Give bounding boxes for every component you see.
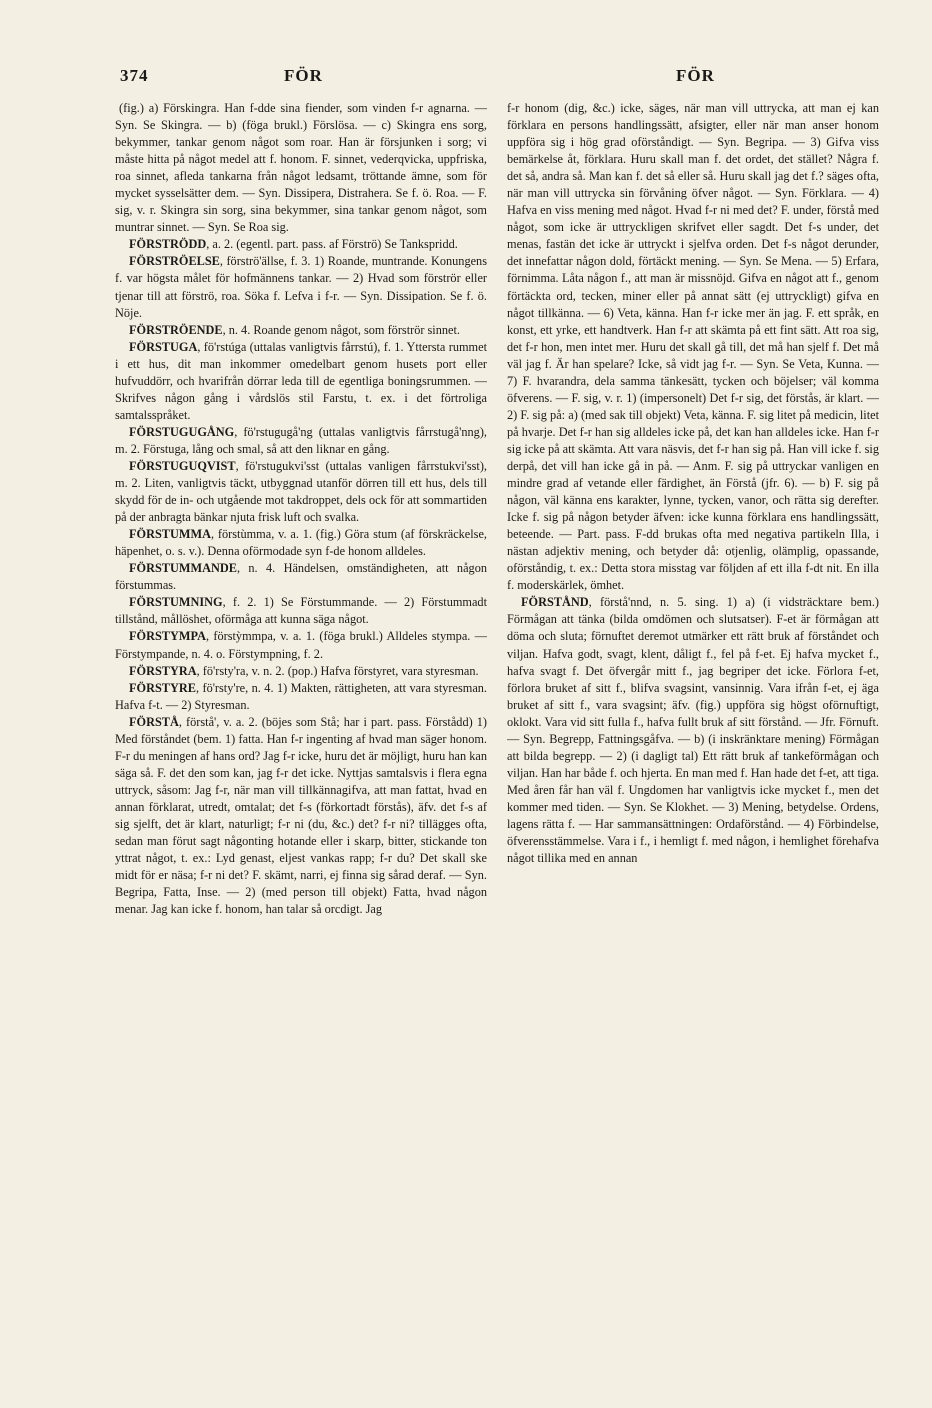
- headword: FÖRSTRÖENDE: [129, 322, 223, 337]
- dictionary-entry: FÖRSTRÖELSE, förströ'ällse, f. 3. 1) Roande, muntrande. Konungens f. var högsta målet för hofmännens tankar. — 2) Hvad som förströr eller tjenar till att förströ, roa. Söka f. Lefva i f-r. — Syn. Dissipation. Se f. ö. Nöje.: [115, 254, 487, 320]
- headword: FÖRSTUMNING: [129, 595, 223, 610]
- dictionary-entry: FÖRSTUMMANDE, n. 4. Händelsen, omständigheten, att någon förstummas.: [115, 561, 487, 593]
- headword: FÖRSTYMPA: [129, 629, 206, 644]
- running-head-left: FÖR: [284, 66, 323, 85]
- entry-continuation: f-r honom (dig, &c.) icke, säges, när man vill uttrycka, att man ej kan förklara en persons handlingssätt, afsigter, eller när man anser honom uppföra sig i hög grad oförståndigt. — Syn. Begripa. — 3) Gifva viss bemärkelse åt, förklara. Huru skall man f. det ordet, det stället? Några f. det så, andra så. Man kan f. det så eller så. Huru skall jag det f.? säges ofta, när man vill uttrycka sin förvåning öfver något. — Syn. Förklara. — 4) Hafva en viss mening med något. Hvad f-r ni med det? F. under, förstå med något, som icke är uttryckligen skrifvet eller sagdt. Det f-s under, det menas, fastän det icke är uttryckt i sjelfva orden. Det f-s något derunder, det innefattar någon dold, förtäckt mening. — Syn. Se Mena. — 5) Erfara, förnimma. Låta någon f., att man är missnöjd. Gifva en något att f., genom förtäckta ord, tecken, miner eller på annat sätt (ej uttryckligt) gifva en något tillkänna. — 6) Veta, känna. Han f-r icke mer än jag. F. ett språk, en konst, ett yrke, ett handtverk. Han f-r att skämta på ett fint sätt. Att roa sig, det f-r hon, men intet mer. Huru det skall gå till, det må han sjelf f. Det må väl jag f. Är han spelare? Icke, så vidt jag f-r. — Syn. Se Veta, Kunna. — 7) F. hvarandra, dela samma tänkesätt, tycken och böjelser; väl komma öfverens. — F. sig, v. r. 1) (impersonelt) Det f-r sig, det förstås, är klart. — 2) F. sig på: a) (med sak till objekt) Veta, känna. F. sig litet på medicin, litet på hvarje. Det f-r han sig alldeles icke på, det kan han alldeles icke. Han f-r sig icke på att skämta. Att vara näsvis, det f-r han sig på. Han vill icke f. sig derpå, det vill han icke gå in på. — Anm. F. sig på uttryckar vanligen en mindre grad af vetande eller färdighet, än Förstå (jfr. 6). — b) F. sig på någon, väl känna ens karakter, lynne, tycken, vanor, och rätta sig derefter. Icke f. sig på någon betyder äfven: icke kunna förklara ens handlingssätt, beteende. — Part. pass. F-dd brukas ofta med negativa partikeln Illa, i nästan adjektiv mening, och betyder då: otjenlig, olämplig, opassande, oförståndig, t. ex.: Detta stora misstag var följden af ett illa f-dt nit. En illa f. moderskärlek, ömhet.: [507, 101, 879, 593]
- headword: FÖRSTUGUQVIST: [129, 458, 236, 473]
- headword: FÖRSTRÖDD: [129, 237, 207, 252]
- headword: FÖRSTYRE: [129, 680, 196, 695]
- dictionary-entry: FÖRSTUMMA, förstùmma, v. a. 1. (fig.) Göra stum (af förskräckelse, häpenhet, o. s. v.). Denna oförmodade syn f-de honom alldeles.: [115, 527, 487, 559]
- headword: FÖRSTUGUGÅNG: [129, 424, 235, 439]
- dictionary-entry: FÖRSTYRA, fö'rsty'ra, v. n. 2. (pop.) Hafva förstyret, vara styresman.: [129, 663, 479, 678]
- dictionary-entry: FÖRSTUGA, fö'rstúga (uttalas vanligtvis fårrstú), f. 1. Yttersta rummet i ett hus, dit man inkommer omedelbart genom husets port eller hufvuddörr, och hvarifrån dörrar leda till de egentliga boningsrummen. — Skrifves någon gång i vårdslös stil Farstu, t. ex. i det förtroliga samtalsspråket.: [115, 339, 487, 422]
- left-column: [115, 100, 487, 1370]
- headword: FÖRSTÅ: [129, 714, 179, 729]
- page-number: 374: [120, 66, 149, 85]
- dictionary-entry: FÖRSTÅND, förstå'nnd, n. 5. sing. 1) a) (i vidsträcktare bem.) Förmågan att tänka (bilda omdömen och slutsatser). F-et är förmågan att döma och sluta; förnuftet deremot utmärker ett rätt bruk af förståndet och viljan. Hafva godt, svagt, klent, dåligt f., fel på f-et. Ej hafva mycket f., hafva svagt f. Det öfvergår mitt f., jag begriper det icke. Förlora f-et, förlora bruket af sitt f., blifva svagsint, vansinnig. Vara ifrån f-et, ej äga bruket af sitt f., vara svagsint; äfv. (fig.) uppföra sig högst oförnuftigt, oklokt. Vara vid sitt fulla f., hafva fullt bruk af sitt förstånd. — Jfr. Förnuft. — Syn. Begrepp, Fattningsgåfva. — b) (i inskränktare mening) Förmågan att bilda begrepp. — 2) (i dagligt tal) Ett rätt bruk af tankeförmågan och viljan. Han har både f. och hjerta. En man med f. Han hade det f-et, att tiga. Med åren får han väl f. Ungdomen har vanligtvis icke mycket f., men det kommer med tiden. — Syn. Se Klokhet. — 3) Mening, betydelse. Ordens, lagens rätta f. — Har sammansättningen: Ordaförstånd. — 4) Förbindelse, öfverensstämmelse. Vara i f., i hemligt f. med någon, i hemlighet förehafva något tillika med en annan: [507, 595, 879, 866]
- dictionary-entry: FÖRSTÅ, förstå', v. a. 2. (böjes som Stå; har i part. pass. Förstådd) 1) Med förståndet (bem. 1) fatta. Han f-r ingenting af hvad man säger honom. F-r du meningen af hans ord? Jag f-r icke, huru det är möjligt, huru han kan säga så. F. det den som kan, jag f-r det icke. Nyttjas samtalsvis i flera egna uttryck, såsom: Jag f-r, när man vill tillkännagifva, att man fattat, hvad en annan förklarat, utredt, omtalat; det f-s (förkortadt förstås), äfv. det f-s af sig sjelft, det är klart, naturligt; f-r ni (du, &c.) det? f-r ni? tillägges ofta, sedan man förut sagt någonting hotande eller i skarp, bitter, stickande ton yttrat något, t. ex.: Lyd genast, eljest vankas rapp; f-r du? Det skall ske midt för er näsa; f-r ni det? F. skämt, narri, ej finna sig sårad deraf. — Syn. Begripa, Fatta, Inse. — 2) (med person till objekt) Fatta, hvad någon menar. Jag kan icke f. honom, han talar så orcdigt. Jag: [115, 714, 487, 917]
- dictionary-entry: FÖRSTUGUGÅNG, fö'rstugugå'ng (uttalas vanligtvis fårrstugå'nng), m. 2. Förstuga, lång och smal, så att den liknar en gång.: [115, 424, 487, 456]
- dictionary-entry: FÖRSTUMNING, f. 2. 1) Se Förstummande. — 2) Förstummadt tillstånd, mållöshet, oförmåga att kunna säga något.: [115, 595, 487, 627]
- dictionary-entry: FÖRSTRÖDD, a. 2. (egentl. part. pass. af Förströ) Se Tankspridd.: [129, 237, 458, 252]
- entry-continuation: (fig.) a) Förskingra. Han f-dde sina fiender, som vinden f-r agnarna. — Syn. Se Skingra. — b) (föga brukl.) Förslösa. — c) Skingra ens sorg, bekymmer, tankar genom något som roar. Han är försjunken i sorg; vi måste hitta på något medel att f. honom. F. sinnet, vederqvicka, uppfriska, roa sinnet, afleda tankarna från något ledsamt, tröttande ämne, som för mycket sysselsätter dem. — Syn. Dissipera, Distrahera. Se f. ö. Roa. — F. sig, v. r. Skingra sin sorg, sina bekymmer, sina tankar genom något, som muntrar sinnet. — Syn. Se Roa sig.: [115, 101, 487, 235]
- headword: FÖRSTÅND: [521, 595, 589, 610]
- dictionary-entry: FÖRSTYRE, fö'rsty're, n. 4. 1) Makten, rättigheten, att vara styresman. Hafva f-t. — 2) Styresman.: [115, 680, 487, 712]
- right-column: [507, 100, 879, 1370]
- headword: FÖRSTUMMA: [129, 527, 211, 542]
- running-head-right: FÖR: [676, 66, 715, 85]
- dictionary-entry: FÖRSTRÖENDE, n. 4. Roande genom något, som förströr sinnet.: [129, 322, 460, 337]
- dictionary-entry: FÖRSTYMPA, förstỳmmpa, v. a. 1. (föga brukl.) Alldeles stympa. — Förstympande, n. 4. o. Förstympning, f. 2.: [115, 629, 487, 661]
- headword: FÖRSTRÖELSE: [129, 254, 220, 269]
- dictionary-entry: FÖRSTUGUQVIST, fö'rstugukvi'sst (uttalas vanligen fårrstukvi'sst), m. 2. Liten, vanligtvis täckt, utbyggnad utanför dörren till ett hus, dels till skydd för de in- och utgående mot takdroppet, dels ock för att sommartiden på der anbragta bänkar njuta frisk luft och svalka.: [115, 458, 487, 525]
- headword: FÖRSTUGA: [129, 339, 198, 354]
- headword: FÖRSTUMMANDE: [129, 561, 237, 576]
- headword: FÖRSTYRA: [129, 663, 197, 678]
